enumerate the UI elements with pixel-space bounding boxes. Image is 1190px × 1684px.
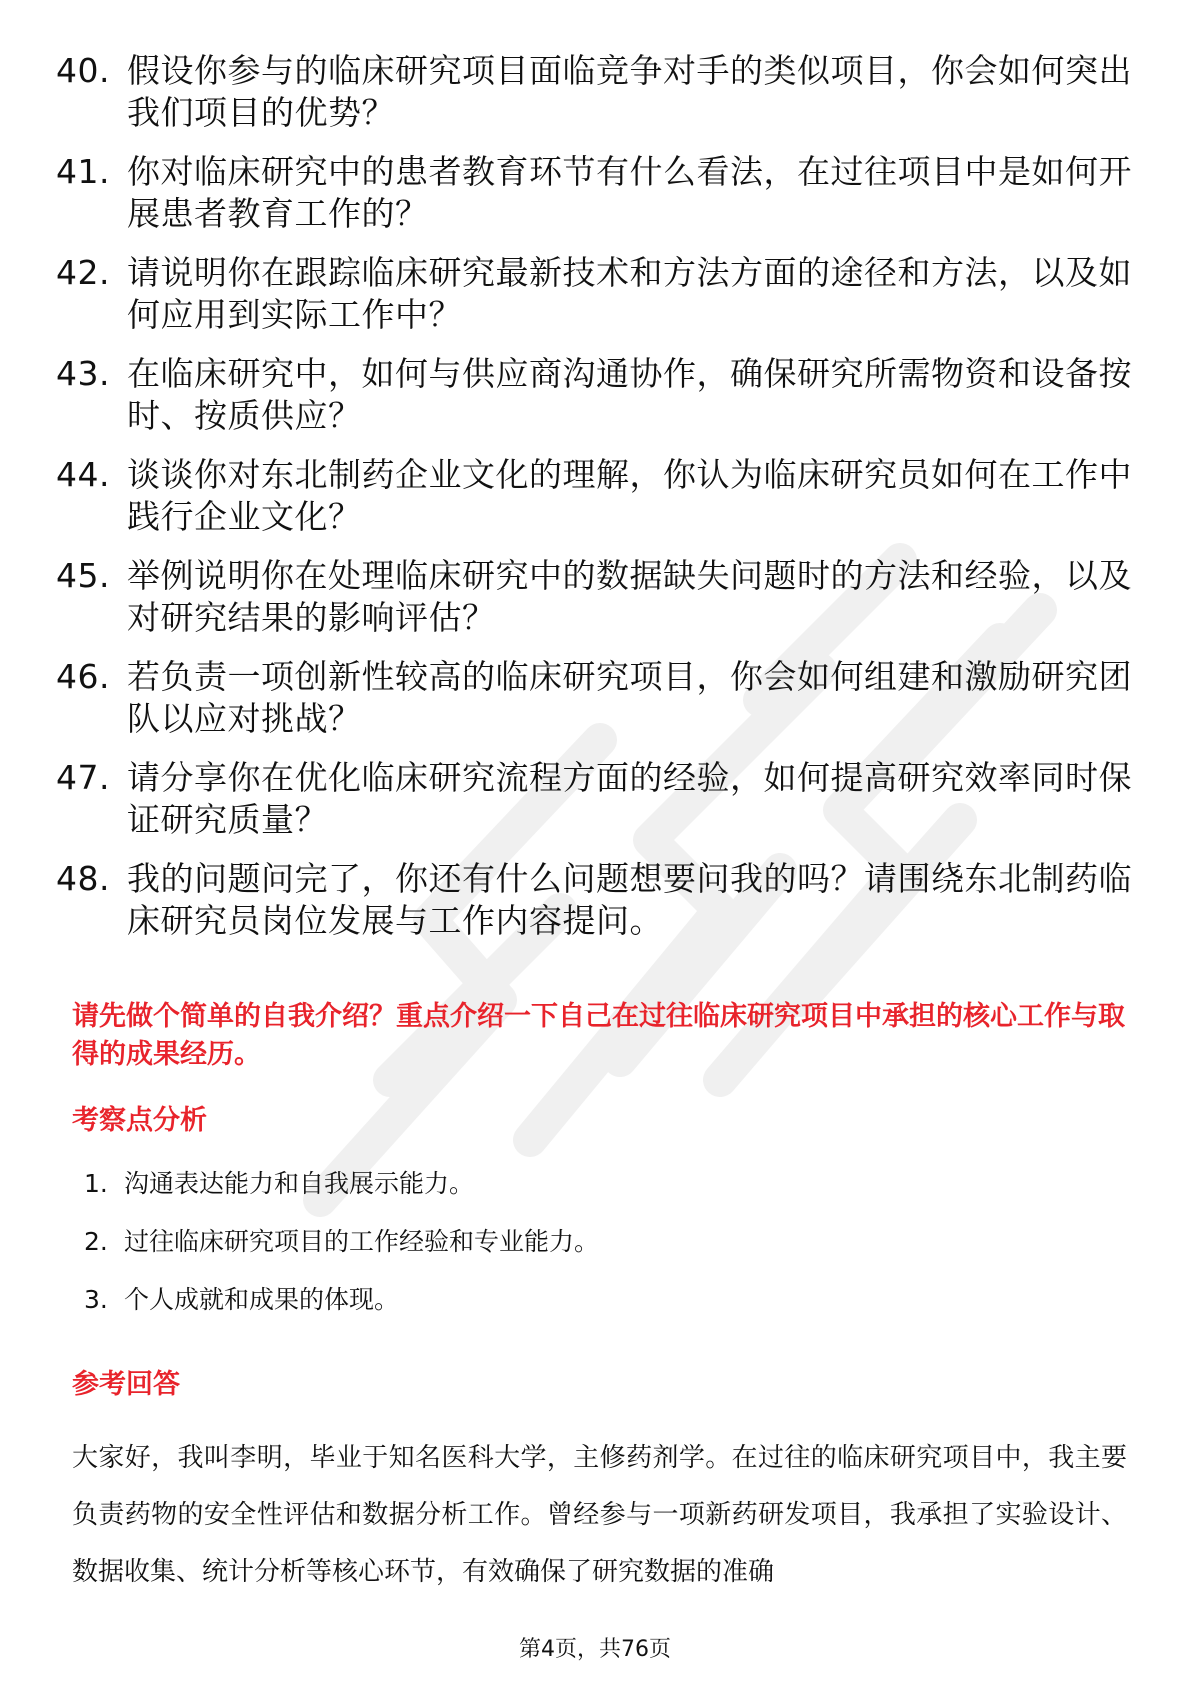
question-item (56, 858, 1136, 942)
question-number: 42. (56, 253, 110, 292)
point-number: 3. (84, 1285, 108, 1314)
point-text: 沟通表达能力和自我展示能力。 (124, 1169, 475, 1198)
question-item (56, 353, 1136, 437)
question-list (56, 50, 1136, 959)
analysis-point (84, 1283, 1084, 1317)
question-item (56, 656, 1136, 740)
point-text: 个人成就和成果的体现。 (124, 1285, 400, 1314)
point-number: 2. (84, 1227, 108, 1256)
question-item (56, 555, 1136, 639)
question-text: 你对临床研究中的患者教育环节有什么看法，在过往项目中是如何开展患者教育工作的？ (127, 152, 1132, 233)
question-item (56, 757, 1136, 841)
question-text: 请说明你在跟踪临床研究最新技术和方法方面的途径和方法，以及如何应用到实际工作中？ (127, 253, 1132, 334)
analysis-point (84, 1167, 1084, 1201)
analysis-points (84, 1167, 1084, 1341)
question-item (56, 50, 1136, 134)
question-item (56, 151, 1136, 235)
question-number: 47. (56, 758, 110, 797)
page-footer: 第4页，共76页 (519, 1637, 671, 1662)
question-number: 48. (56, 859, 110, 898)
analysis-point (84, 1225, 1084, 1259)
question-text: 请分享你在优化临床研究流程方面的经验，如何提高研究效率同时保证研究质量？ (127, 758, 1132, 839)
question-text: 谈谈你对东北制药企业文化的理解，你认为临床研究员如何在工作中践行企业文化？ (127, 455, 1132, 536)
question-item (56, 454, 1136, 538)
question-number: 44. (56, 455, 110, 494)
question-number: 40. (56, 51, 110, 90)
point-number: 1. (84, 1169, 108, 1198)
analysis-heading: 考察点分析 (72, 1105, 207, 1136)
featured-question: 请先做个简单的自我介绍？重点介绍一下自己在过往临床研究项目中承担的核心工作与取得的成果经历。 (72, 1001, 1125, 1070)
question-text: 若负责一项创新性较高的临床研究项目，你会如何组建和激励研究团队以应对挑战？ (127, 657, 1132, 738)
question-number: 45. (56, 556, 110, 595)
reference-answer: 大家好，我叫李明，毕业于知名医科大学，主修药剂学。在过往的临床研究项目中，我主要负责药物的安全性评估和数据分析工作。曾经参与一项新药研发项目，我承担了实验设计、数据收集、统计分析等核心环节，有效确保了研究数据的准确 (72, 1443, 1127, 1587)
reference-heading: 参考回答 (72, 1369, 180, 1400)
question-text: 我的问题问完了，你还有什么问题想要问我的吗？请围绕东北制药临床研究员岗位发展与工作内容提问。 (127, 859, 1132, 940)
question-number: 41. (56, 152, 110, 191)
question-item (56, 252, 1136, 336)
question-text: 假设你参与的临床研究项目面临竞争对手的类似项目，你会如何突出我们项目的优势？ (127, 51, 1132, 132)
point-text: 过往临床研究项目的工作经验和专业能力。 (124, 1227, 600, 1256)
question-text: 举例说明你在处理临床研究中的数据缺失问题时的方法和经验，以及对研究结果的影响评估？ (127, 556, 1132, 637)
question-text: 在临床研究中，如何与供应商沟通协作，确保研究所需物资和设备按时、按质供应？ (127, 354, 1132, 435)
question-number: 43. (56, 354, 110, 393)
question-number: 46. (56, 657, 110, 696)
